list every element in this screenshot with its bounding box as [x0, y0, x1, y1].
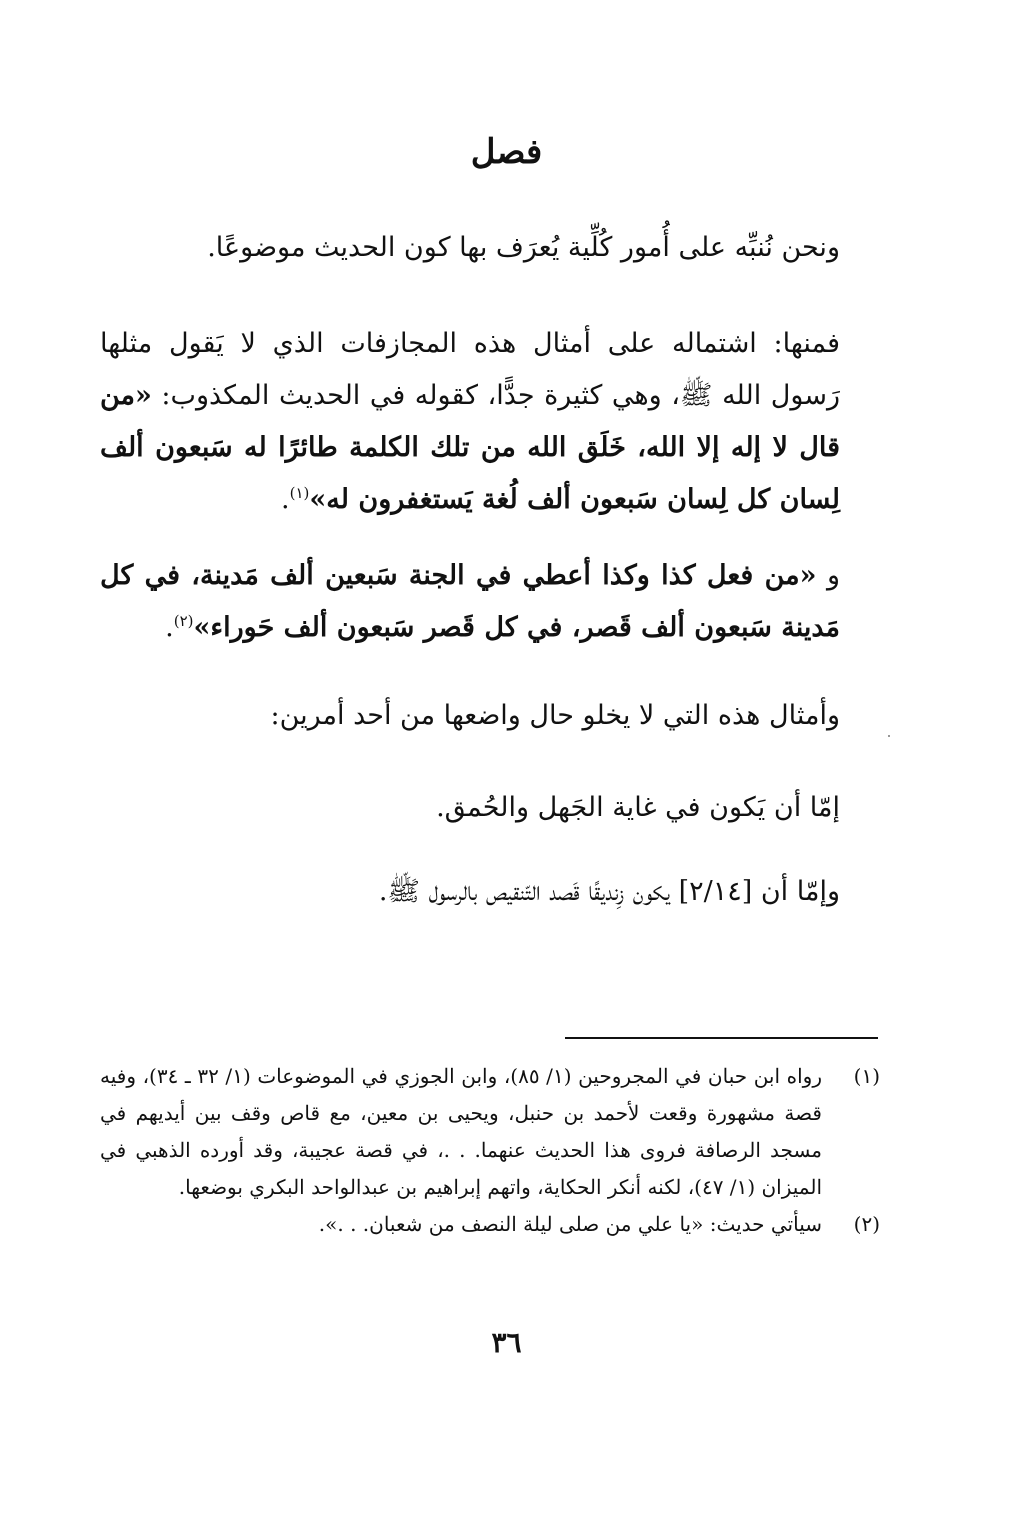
paragraph-example-one-intro: فمنها: اشتماله على أمثال هذه المجازفات الذي لا يَقول مثلها رَسول الله ﷺ، وهي كثيرة جدًّا، كقوله في الحديث المكذوب: [100, 328, 840, 411]
footnote-ref-two[interactable]: (٢) [173, 612, 194, 630]
hadith-quote-two: «من فعل كذا وكذا أعطي في الجنة سَبعين ألف مَدينة، في كل مَدينة سَبعون ألف قَصر، في كل قَصر سَبعون ألف حَوراء» [100, 560, 840, 643]
paragraph-case-one: إمّا أن يَكون في غاية الجَهل والحُمق. [436, 792, 840, 823]
footnote-item [100, 1058, 880, 1206]
page-number: ٣٦ [491, 1326, 522, 1359]
paragraph-example-one-end: . [281, 484, 290, 515]
footnote-number: (١) [853, 1064, 880, 1088]
paragraph-example-one [100, 318, 840, 526]
paragraph-example-two-intro: و [816, 560, 841, 591]
hadith-quote-one: «من قال لا إله إلا الله، خَلَق الله من تلك الكلمة طائرًا له سَبعون ألف لِسان كل لِسان سَبعون ألف لُغة يَستغفرون له» [100, 380, 840, 515]
footnote-ref-one[interactable]: (١) [289, 484, 310, 502]
footnote-item [100, 1206, 880, 1243]
paragraph-example-two-end: . [165, 612, 174, 643]
footnotes-section [100, 1058, 880, 1243]
paragraph-two-cases: وأمثال هذه التي لا يخلو حال واضعها من أحد أمرين: [270, 700, 840, 731]
footnote-text: سيأتي حديث: «يا علي من صلى ليلة النصف من شعبان. . .». [318, 1212, 822, 1236]
speck-mark [888, 735, 890, 737]
footnote-text: رواه ابن حبان في المجروحين (١/ ٨٥)، وابن الجوزي في الموضوعات (١/ ٣٢ ـ ٣٤)، وفيه قصة مشهورة وقعت لأحمد بن حنبل، ويحيى بن معين، مع قاص وقف بين أيديهم في مسجد الرصافة فروى هذا الحديث عنهما. . .، في قصة عجيبة، وقد أورده الذهبي في الميزان (١/ ٤٧)، لكنه أنكر الحكاية، واتهم إبراهيم بن عبدالواحد البكري بوضعها. [100, 1064, 822, 1199]
section-heading: فصل [470, 132, 543, 172]
footnote-separator [565, 1037, 878, 1039]
paragraph-intro: ونحن نُنبِّه على أُمور كُلِّية يُعرَف بها كون الحديث موضوعًا. [207, 232, 840, 263]
paragraph-example-two [100, 550, 840, 654]
paragraph-case-two: وإمّا أن [٢/١٤] يكون زِنديقًا قَصد التّنقيص بالرسول ﷺ. [378, 876, 840, 907]
footnote-number: (٢) [853, 1212, 880, 1236]
